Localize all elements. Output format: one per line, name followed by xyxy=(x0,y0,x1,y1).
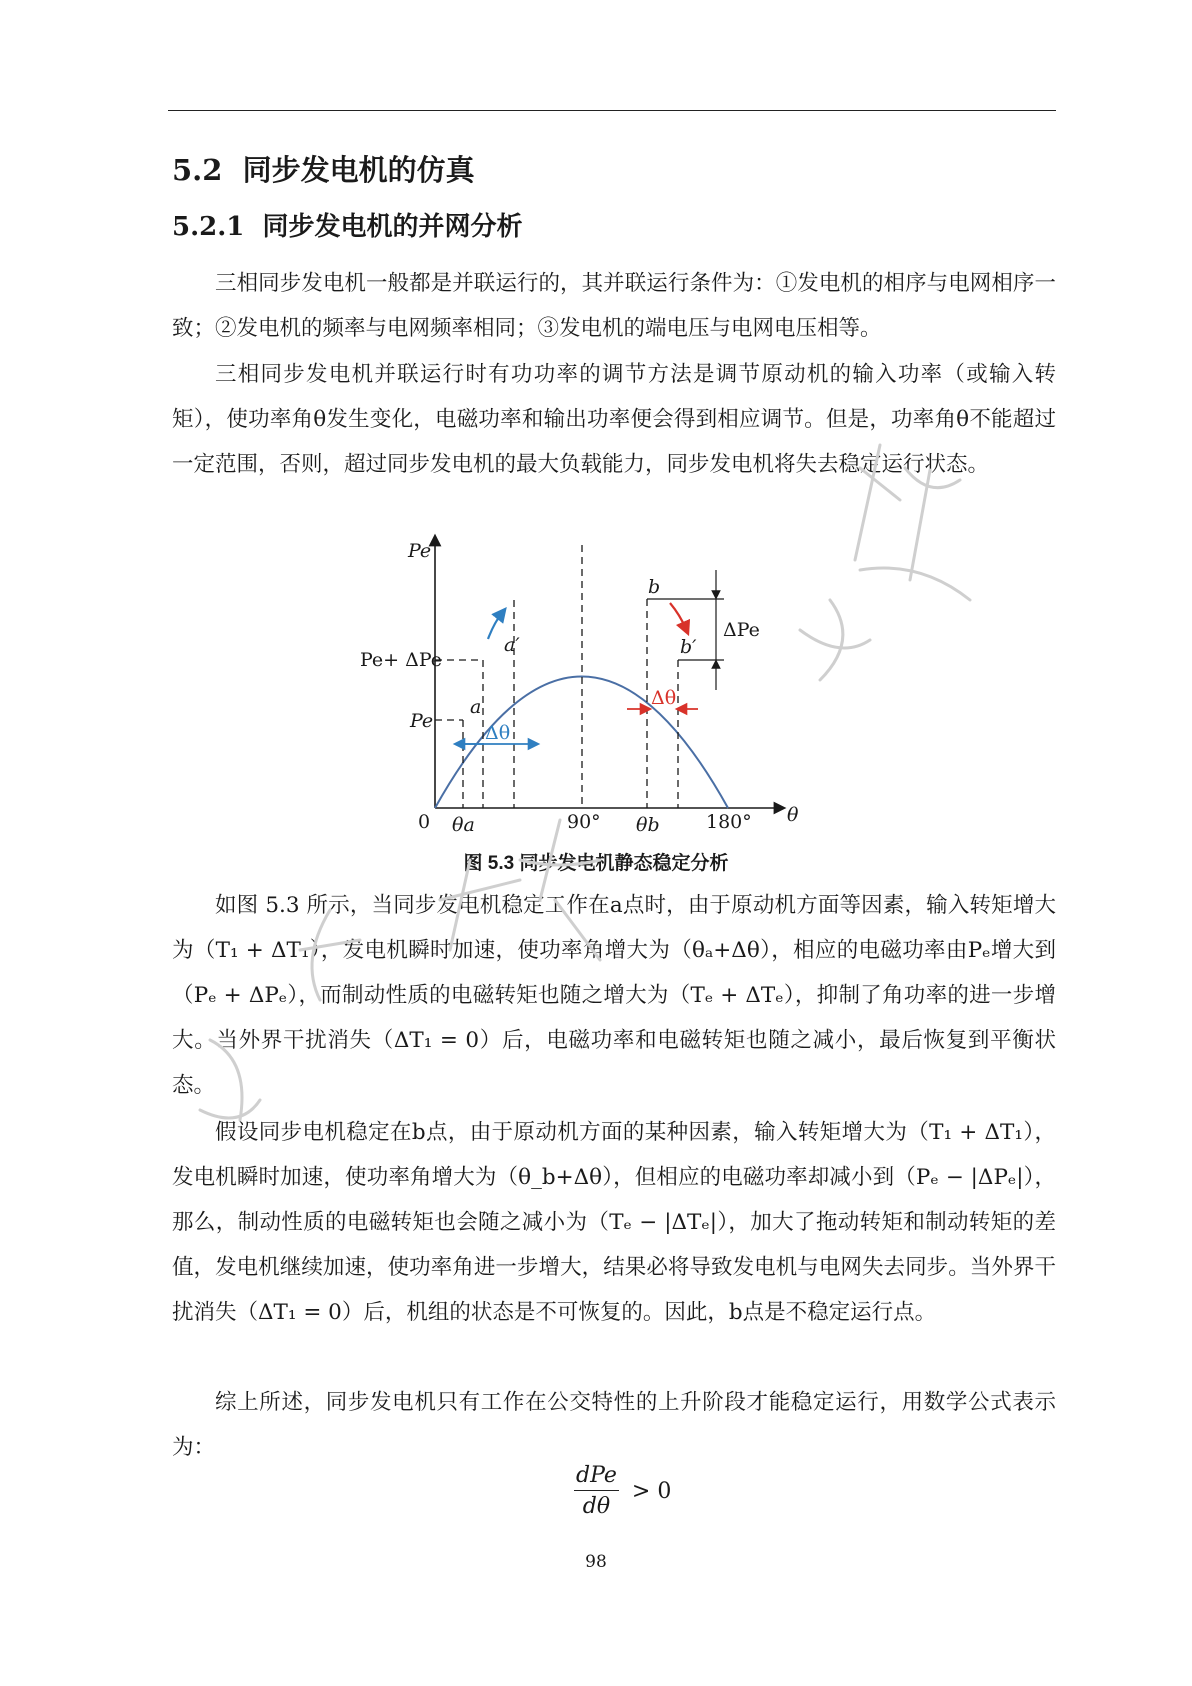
point-a-label: a xyxy=(470,696,482,718)
paragraph-point-a-analysis: 如图 5.3 所示，当同步发电机稳定工作在a点时，由于原动机方面等因素，输入转矩增大为（T₁ + ΔT₁），发电机瞬时加速，使功率角增大为（θₐ+Δθ），相应的电磁功率由Pₑ增大到（Pₑ + ΔPₑ），而制动性质的电磁转矩也随之增大为（Tₑ + ΔTₑ），抑制了角功率的进一步增大。当外界干扰消失（ΔT₁ = 0）后，电磁功率和电磁转矩也随之减小，最后恢复到平衡状态。 xyxy=(172,893,1056,1098)
section-title: 同步发电机的仿真 xyxy=(242,153,475,187)
header-rule xyxy=(168,110,1056,111)
level-pe: Pe xyxy=(410,710,434,732)
point-b-label: b xyxy=(648,576,661,598)
delta-theta-right-label: Δθ xyxy=(651,687,677,709)
point-b-prime-label: b′ xyxy=(680,636,697,658)
section-heading xyxy=(172,148,475,189)
formula-relation: > 0 xyxy=(631,1478,672,1504)
level-pe-dpe: Pe+ ΔPe xyxy=(360,649,443,671)
section-number: 5.2 xyxy=(172,153,223,187)
origin-label: 0 xyxy=(418,811,431,833)
blue-move-arrow xyxy=(488,613,502,639)
figure-caption: 图 5.3 同步发电机静态稳定分析 xyxy=(463,853,729,874)
red-move-arrow xyxy=(670,603,686,629)
tick-theta-a: θa xyxy=(452,814,475,836)
formula-denominator: dθ xyxy=(582,1494,611,1519)
x-axis-label: θ xyxy=(787,804,799,826)
page-number: 98 xyxy=(585,1552,607,1572)
tick-theta-b: θb xyxy=(636,814,660,836)
subsection-title: 同步发电机的并网分析 xyxy=(262,212,523,242)
subsection-heading xyxy=(172,206,523,243)
paragraph-parallel-conditions: 三相同步发电机一般都是并联运行的，其并联运行条件为：①发电机的相序与电网相序一致；②发电机的频率与电网频率相同；③发电机的端电压与电网电压相等。 xyxy=(172,271,1056,341)
subsection-number: 5.2.1 xyxy=(172,212,245,242)
formula-numerator: dPe xyxy=(574,1463,619,1491)
stability-formula xyxy=(574,1463,671,1519)
paragraph-summary: 综上所述，同步发电机只有工作在公交特性的上升阶段才能稳定运行，用数学公式表示为： xyxy=(172,1390,1056,1460)
dashed-guides xyxy=(435,545,678,808)
tick-90: 90° xyxy=(567,811,601,833)
paragraph-point-b-analysis: 假设同步电机稳定在b点，由于原动机方面的某种因素，输入转矩增大为（T₁ + ΔT₁），发电机瞬时加速，使功率角增大为（θ_b+Δθ），但相应的电磁功率却减小到（Pₑ − |ΔPₑ|），那么，制动性质的电磁转矩也会随之减小为（Tₑ − |ΔTₑ|），加大了拖动转矩和制动转矩的差值，发电机继续加速，使功率角进一步增大，结果必将导致发电机与电网失去同步。当外界干扰消失（ΔT₁ = 0）后，机组的状态是不可恢复的。因此，b点是不稳定运行点。 xyxy=(172,1120,1056,1325)
delta-theta-left-label: Δθ xyxy=(485,722,511,744)
formula-fraction xyxy=(574,1463,619,1519)
point-a-prime-label: a′ xyxy=(504,634,520,656)
y-axis-label: Pe xyxy=(408,540,432,562)
figure-power-angle-diagram xyxy=(360,535,820,845)
delta-pe-label: ΔPe xyxy=(723,619,760,641)
tick-180: 180° xyxy=(706,811,752,833)
paragraph-power-adjustment: 三相同步发电机并联运行时有功功率的调节方法是调节原动机的输入功率（或输入转矩），使功率角θ发生变化，电磁功率和输出功率便会得到相应调节。但是，功率角θ不能超过一定范围，否则，超过同步发电机的最大负载能力，同步发电机将失去稳定运行状态。 xyxy=(172,362,1056,477)
